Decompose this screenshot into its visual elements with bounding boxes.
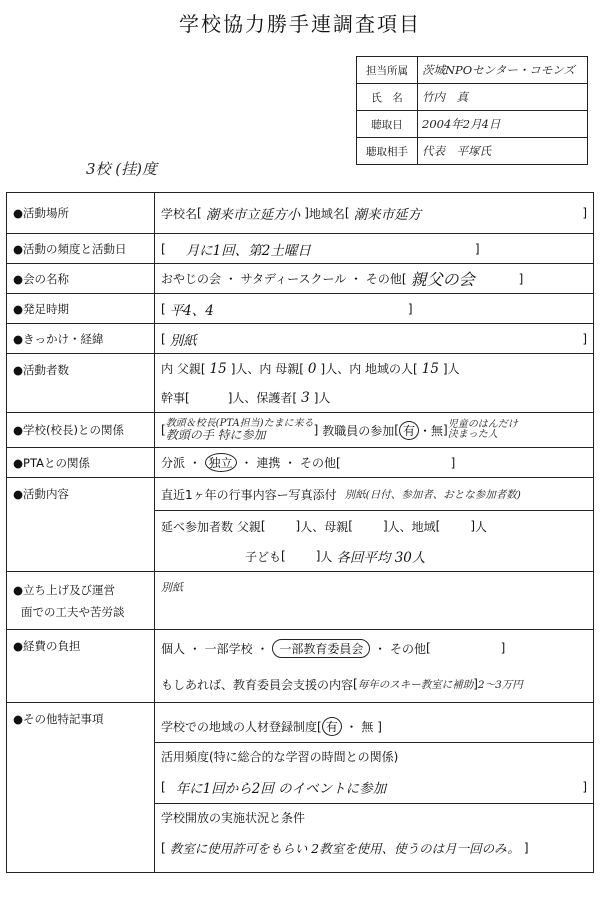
mother-label: 、内 母親 [247, 362, 300, 376]
row-label: ●きっかけ・経緯 [7, 324, 155, 354]
usage-label: 活用頻度(特に総合的な学習の時間との関係) [161, 750, 399, 764]
pta-option-circled: 独立 [205, 453, 237, 472]
info-value: 茨城NPOセンター・コモンズ [418, 57, 588, 84]
local-count: 15 [421, 360, 439, 377]
support-value: 毎年のスキー教室に補助 [357, 678, 474, 691]
unit: 人 [325, 362, 338, 376]
relation-hw2: 特に参加 [217, 428, 266, 442]
unit: 人 [447, 362, 460, 376]
staff-note: 児童のはんだけ [447, 419, 518, 430]
cost-option: 一部学校 [204, 641, 253, 656]
startup-value: 別紙 [161, 580, 183, 594]
pta-option: 連携 [256, 456, 281, 470]
activity-value: 別紙(日付、参加者、おとな参加者数) [344, 488, 521, 501]
school-value: 潮来市立延方小 [205, 207, 301, 223]
row-label: ●活動内容 [7, 478, 155, 572]
local-label: 、内 地域の人 [337, 362, 414, 376]
staff-detail: 決まった人 [447, 429, 498, 440]
row-label: ●立ち上げ及び運営 [13, 582, 116, 597]
staff-handwriting [448, 420, 518, 440]
cost-option: 個人 [161, 641, 186, 656]
info-value: 代表 平塚氏 [418, 138, 588, 165]
row-label: ●活動の頻度と活動日 [7, 234, 155, 264]
freq-value: 月に1回、第2土曜日 [185, 242, 311, 259]
survey-table: ●活動場所 学校名 [ 潮来市立延方小 ] 地域名 [ 潮来市延方 ] ●活動の頻度と活動日 [ 月に1回、第2土曜日 ] ●会の名称 おやじの会 ・ サタディースクール ・ その他 [ 親父の会 ] ●発足時期 [ 平4、4 ] ●きっかけ・経緯 [ 別紙 ] ●活動者数 内 父親 [ 15 ] 人 、内 母親 [ 0 ] 人 、内 地域の人 [ 15 ] 人 幹事 [ ] 人 、保護者 [ 3 ] 人 ●学校(校長)との関係 [ 教頭＆校長(PTA担当)たまに来る 教頭の手 特に参加 ] 教職員の参加 [ 有 ・ 無 ] 児童のはんだけ 決まった人 ●PTAとの関係 分派 ・ 独立 ・ 連携 ・ その他 [ ] ●活動内容 直近1ヶ年の行事内容ー写真添付 別紙(日付、参加者、おとな参加者数) 延べ参加者数 父親 [ ] 人 、母親 [ ] 人 、地域 [ ] 人 子ども [ ] 人 各回平均 30人 ●立ち上げ及び運営 面での工夫や苦労談 別紙 ●経費の負担 個人 ・ 一部学校 ・ 一部教育委員会 ・ その他 [ ] もしあれば、教育委員会支援の内容 [ 毎年のスキー教室に補助 ] 2～3万円 ●その他特記事項 学校での地域の人材登録制度 [ 有 ・ 無 ] 活用頻度(特に総合的な学習の時間との関係) [ 年に1回から2回 のイベントに参加 ] 学校開放の実施状況と条件 [ 教室に使用許可をもらい 2教室を使用、使うのは月一回のみ。 ] [6, 192, 594, 873]
info-value: 2004年2月4日 [418, 111, 588, 138]
info-label: 聴取相手 [357, 138, 418, 165]
activity-text: 直近1ヶ年の行事内容ー写真添付 [161, 487, 337, 502]
mother-count: 0 [307, 360, 317, 377]
local-label: 、地域 [399, 519, 436, 534]
unit: 人 [232, 391, 245, 405]
relation-note: 教頭＆校長(PTA担当)たまに来る [165, 418, 314, 429]
guardian-count: 3 [301, 389, 310, 406]
father-count: 15 [209, 360, 227, 377]
support-label: もしあれば、教育委員会支援の内容 [161, 677, 354, 692]
unit: 人 [318, 391, 331, 405]
unit: 人 [475, 519, 488, 534]
name-value: 親父の会 [410, 270, 475, 289]
relation-handwriting [166, 419, 314, 441]
row-label: ●その他特記事項 [7, 703, 155, 873]
mother-label: 、母親 [312, 519, 349, 534]
registry-label: 学校での地域の人材登録制度 [161, 720, 318, 734]
child-label: 子ども [245, 549, 282, 564]
row-label: ●PTAとの関係 [7, 448, 155, 478]
open-school-value: 教室に使用許可をもらい 2教室を使用、使うのは月一回のみ。 [169, 840, 520, 856]
average-value: 各回平均 30人 [336, 550, 426, 566]
area-label: 地域名 [308, 206, 345, 221]
usage-value: 年に1回から2回 のイベントに参加 [175, 780, 387, 797]
unit: 人 [235, 362, 248, 376]
row-label: ●学校(校長)との関係 [7, 413, 155, 448]
row-label: ●活動場所 [7, 193, 155, 234]
info-label: 氏 名 [357, 84, 418, 111]
info-label: 担当所属 [357, 57, 418, 84]
interview-info-table [356, 56, 588, 165]
yes-option-circled: 有 [322, 717, 342, 736]
row-label: ●活動者数 [7, 354, 155, 413]
father-label: 父親 [236, 519, 261, 534]
school-label: 学校名 [161, 206, 198, 221]
unit: 人 [387, 519, 400, 534]
row-label: ●経費の負担 [7, 630, 155, 703]
staff-participation-label: 教職員の参加 [322, 423, 395, 438]
open-school-label: 学校開放の実施状況と条件 [161, 811, 306, 825]
guardian-label: 、保護者 [244, 391, 293, 405]
start-value: 平4、4 [169, 302, 214, 319]
unit: 人 [320, 549, 333, 564]
place-line: 学校名 [ 潮来市立延方小 ] 地域名 [ 潮来市延方 ] [155, 193, 593, 233]
row-label: 面での工夫や苦労談 [21, 604, 125, 619]
area-value: 潮来市延方 [353, 207, 422, 223]
support-amount: 2～3万円 [477, 678, 523, 691]
no-option: 無 [431, 423, 444, 438]
separator-dot: ・ [418, 423, 431, 438]
staff-label: 幹事 [161, 391, 186, 405]
total-participants-label: 延べ参加者数 [161, 519, 234, 534]
yes-option-circled: 有 [399, 421, 419, 440]
cost-option: その他 [389, 641, 426, 656]
cost-option-circled: 一部教育委員会 [272, 639, 370, 658]
father-label: 内 父親 [161, 362, 201, 376]
relation-hw1: 教頭の手 [165, 428, 214, 442]
unit: 人 [300, 519, 313, 534]
relation-text [166, 429, 314, 441]
pta-option: その他 [299, 456, 336, 470]
row-label: ●会の名称 [7, 264, 155, 294]
handwritten-note: 3校 (挂)度 [86, 160, 158, 178]
name-options: おやじの会 ・ サタディースクール ・ その他 [161, 272, 402, 286]
info-label: 聴取日 [357, 111, 418, 138]
info-value: 竹内 真 [418, 84, 588, 111]
row-label: ●発足時期 [7, 294, 155, 324]
pta-option: 分派 [161, 456, 186, 470]
document-title: 学校協力勝手連調査項目 [179, 12, 421, 36]
origin-value: 別紙 [169, 332, 197, 349]
no-option: 無 [361, 720, 374, 734]
